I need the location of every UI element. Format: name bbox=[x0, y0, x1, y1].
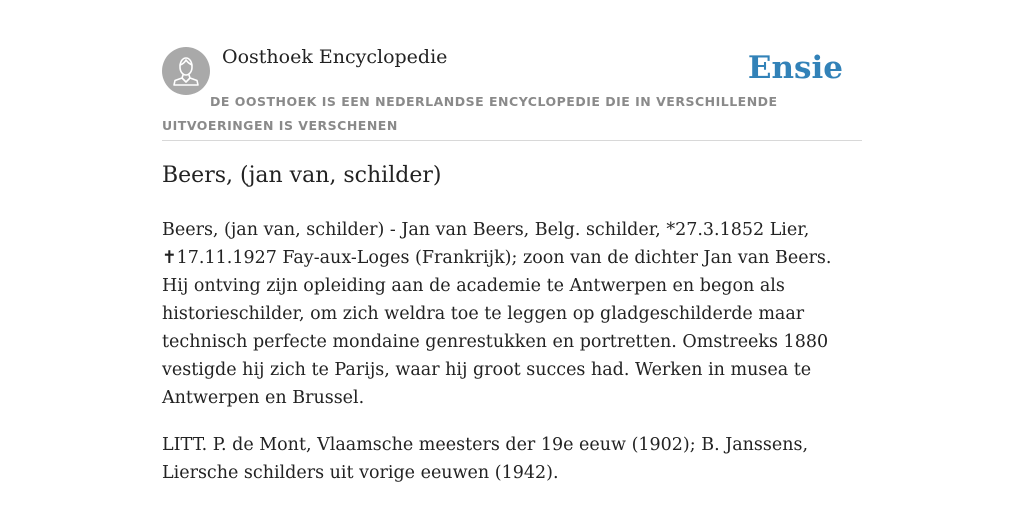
article-body: Beers, (jan van, schilder) - Jan van Beers, Belg. schilder, *27.3.1852 Lier, ✝17.11.1927 Fay-aux-Loges (Frankrijk); zoon van de dichter Jan van Beers. Hij ontving zijn opleiding aan de academie te Antwerpen en begon als historieschilder, om zich weldra toe te leggen op gladgeschilderde maar technisch perfecte mondaine genrestukken en portretten. Omstreeks 1880 vestigde hij zich te Parijs, waar hij groot succes had. Werken in musea te Antwerpen en Brussel. bbox=[162, 220, 832, 408]
source-title[interactable]: Oosthoek Encyclopedie bbox=[222, 46, 448, 68]
source-tagline: DE OOSTHOEK IS EEN NEDERLANDSE ENCYCLOPEDIE DIE IN VERSCHILLENDE UITVOERINGEN IS VERSCHENEN bbox=[162, 94, 778, 133]
article-title: Beers, (jan van, schilder) bbox=[162, 163, 442, 188]
brand-logo[interactable]: Ensie bbox=[747, 50, 843, 86]
user-icon bbox=[162, 47, 210, 95]
article-literature: LITT. P. de Mont, Vlaamsche meesters der 19e eeuw (1902); B. Janssens, Liersche schilders uit vorige eeuwen (1942). bbox=[162, 435, 809, 483]
page-container bbox=[162, 0, 862, 483]
source-avatar[interactable] bbox=[162, 47, 210, 95]
header bbox=[162, 0, 862, 141]
